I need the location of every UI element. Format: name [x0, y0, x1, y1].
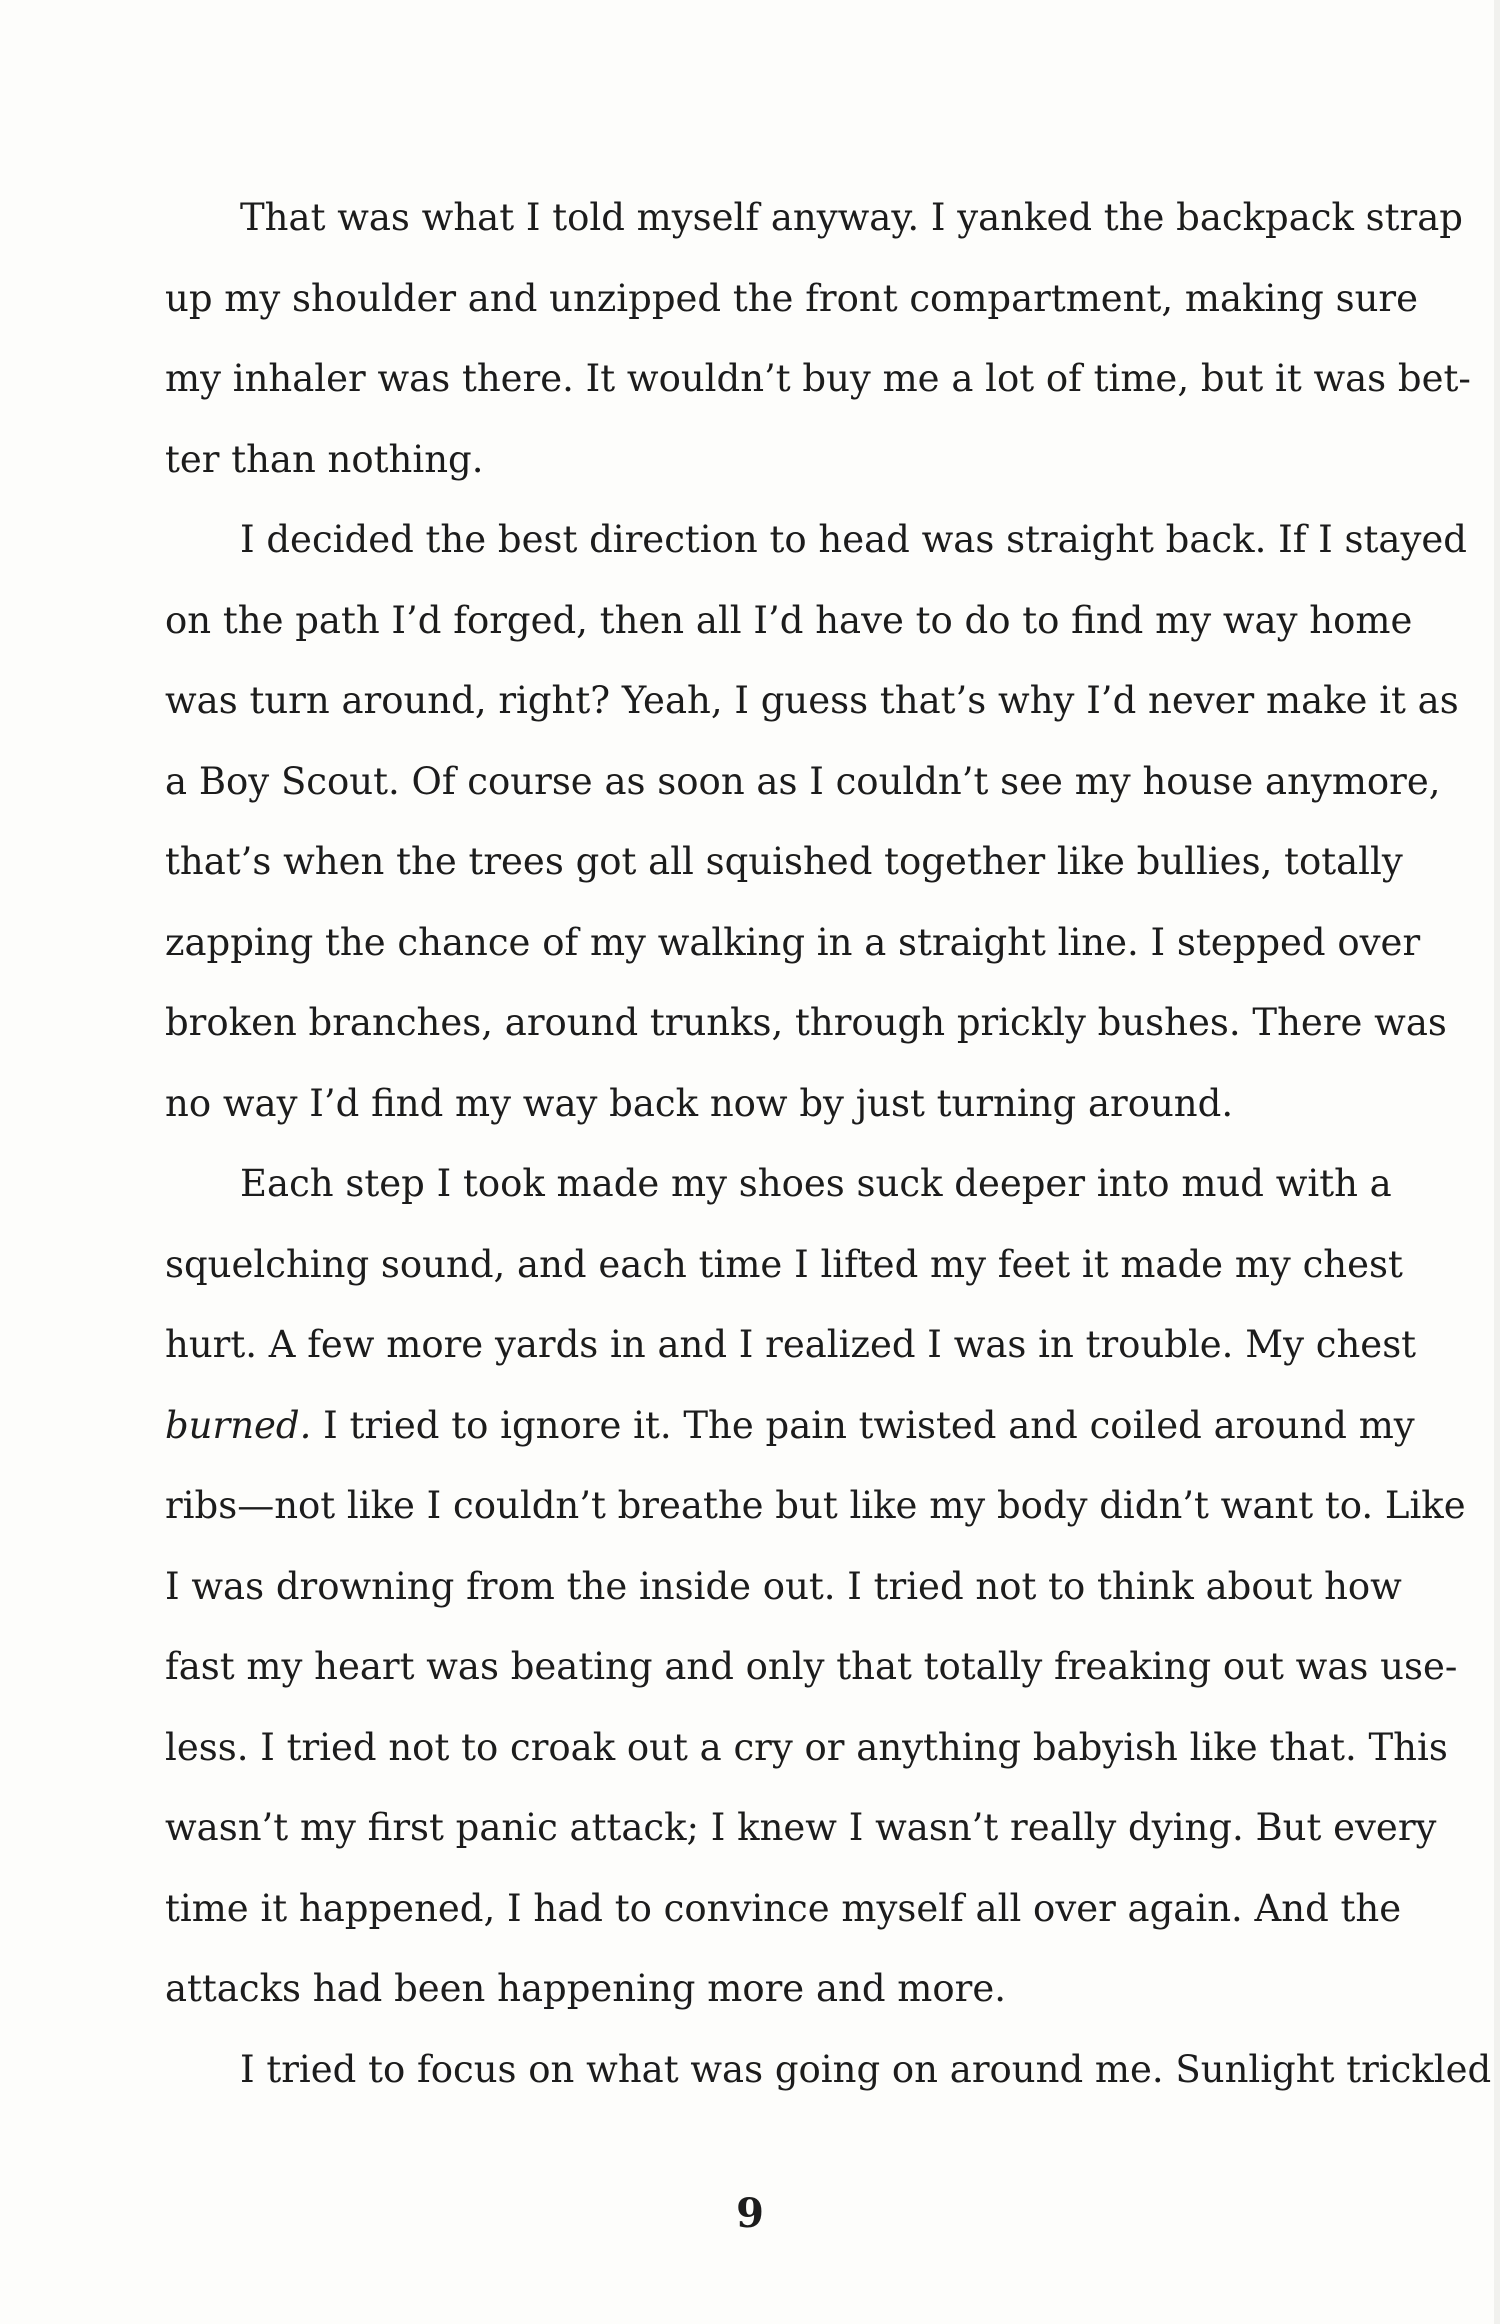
text-line: ter than nothing.	[165, 437, 484, 481]
text-line: Each step I took made my shoes suck deeper into mud with a	[240, 1162, 1392, 1205]
text-line: was turn around, right? Yeah, I guess that’s why I’d never make it as	[165, 679, 1459, 722]
text-line: wasn’t my first panic attack; I knew I wasn’t really dying. But every	[165, 1806, 1437, 1849]
text-line: time it happened, I had to convince myself all over again. And the	[165, 1886, 1402, 1930]
text-line: broken branches, around trunks, through prickly bushes. There was	[165, 1001, 1447, 1044]
text-line: zapping the chance of my walking in a straight line. I stepped over	[165, 920, 1421, 964]
italic-word: burned.	[165, 1403, 312, 1447]
text-line: I tried to focus on what was going on around me. Sunlight trickled	[240, 2047, 1492, 2091]
text-line: a Boy Scout. Of course as soon as I couldn’t see my house anymore,	[165, 759, 1441, 803]
text-line: on the path I’d forged, then all I’d have to do to find my way home	[165, 598, 1413, 642]
text-line: squelching sound, and each time I lifted my feet it made my chest	[165, 1242, 1403, 1286]
text-line: That was what I told myself anyway. I yanked the backpack strap	[240, 196, 1463, 239]
text-line: ribs—not like I couldn’t breathe but like my body didn’t want to. Like	[165, 1484, 1466, 1527]
page-number: 9	[736, 2190, 764, 2237]
text-line: my inhaler was there. It wouldn’t buy me a lot of time, but it was bet-	[165, 357, 1471, 400]
text-line: up my shoulder and unzipped the front compartment, making sure	[165, 276, 1418, 320]
body-text	[165, 178, 1492, 2110]
text-line: hurt. A few more yards in and I realized I was in trouble. My chest	[165, 1323, 1417, 1366]
text-line: no way I’d find my way back now by just turning around.	[165, 1081, 1234, 1125]
text-line: fast my heart was beating and only that totally freaking out was use-	[165, 1645, 1458, 1688]
text-line: burned. I tried to ignore it. The pain twisted and coiled around my	[165, 1403, 1415, 1447]
text-line: attacks had been happening more and more.	[165, 1967, 1006, 2010]
text-line: I decided the best direction to head was straight back. If I stayed	[240, 518, 1467, 561]
page-edge	[1494, 0, 1500, 2324]
text-line: I was drowning from the inside out. I tried not to think about how	[165, 1564, 1402, 1608]
text-line: that’s when the trees got all squished together like bullies, totally	[165, 840, 1403, 883]
text-line: less. I tried not to croak out a cry or anything babyish like that. This	[165, 1725, 1448, 1769]
